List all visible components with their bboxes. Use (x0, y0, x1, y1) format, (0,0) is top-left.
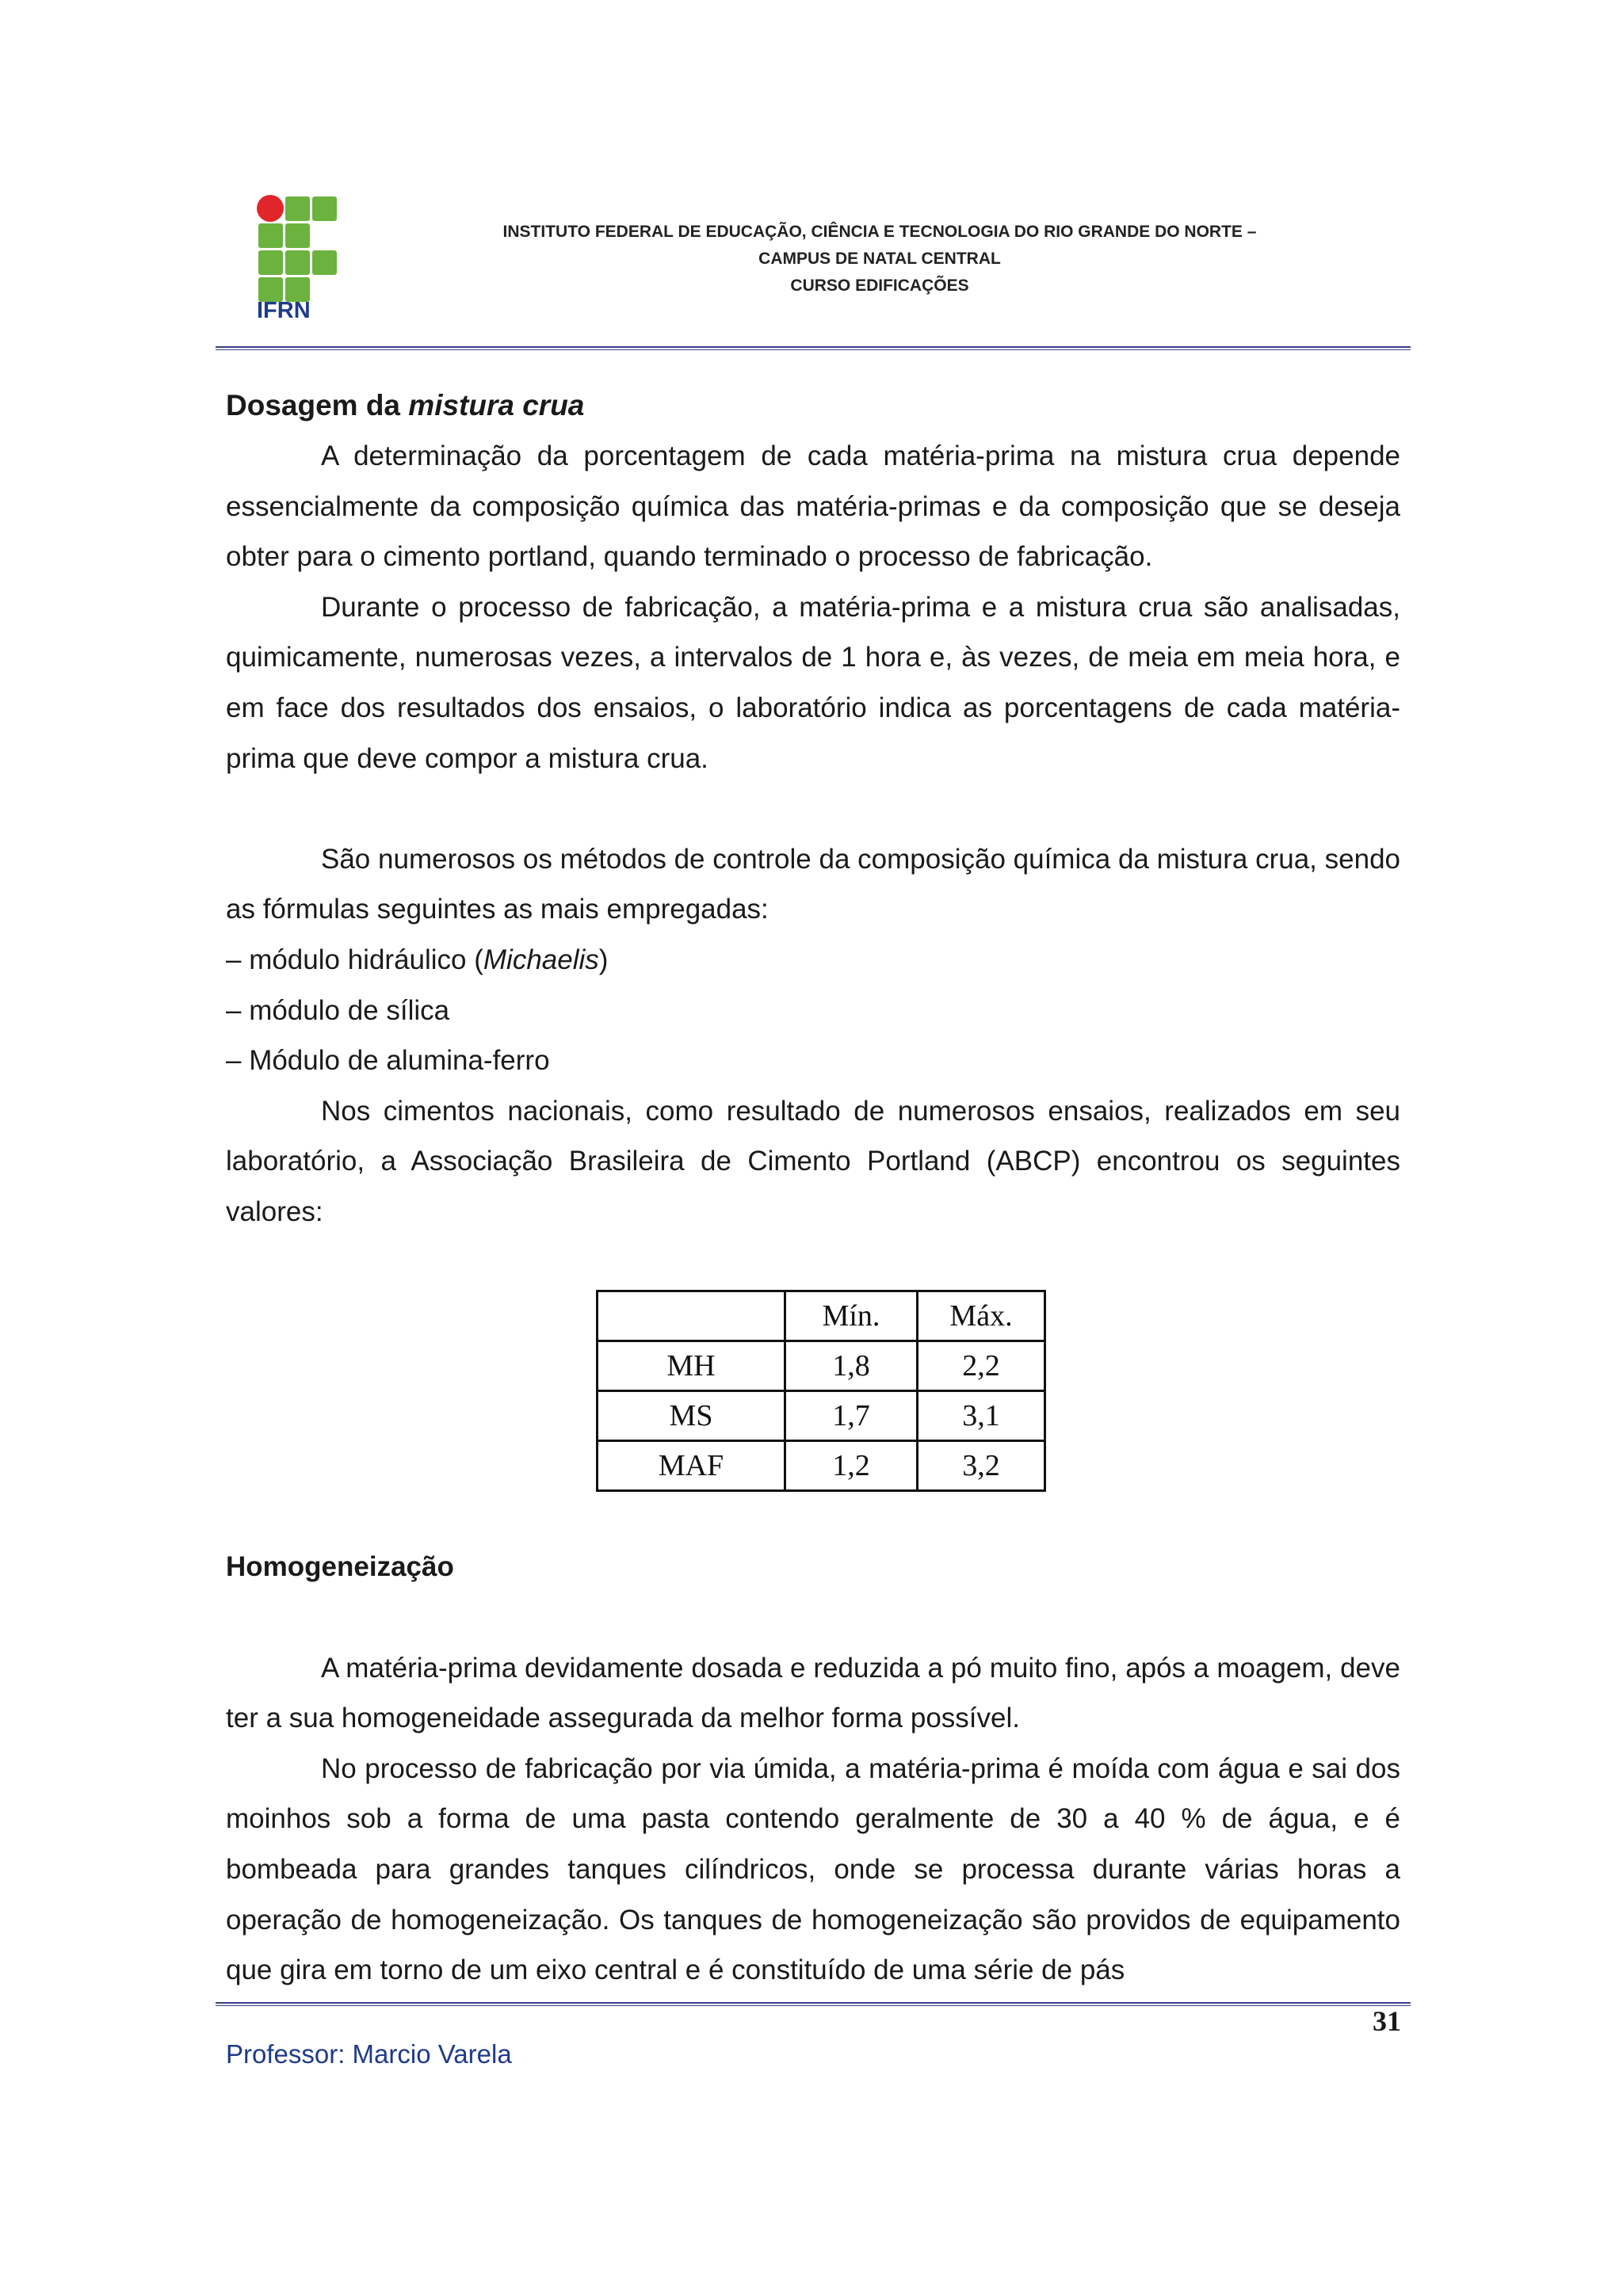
logo-red-dot-icon (257, 195, 284, 222)
ifrn-logo (255, 193, 341, 328)
body-content-homogeneizacao (226, 1542, 1400, 1996)
footer-divider (216, 2002, 1411, 2006)
list-item-text: ) (598, 944, 609, 975)
values-table (596, 1290, 1046, 1492)
logo-square-icon (285, 196, 310, 221)
table-row (598, 1441, 1045, 1491)
table-row (598, 1341, 1045, 1391)
logo-square-icon (285, 223, 310, 248)
list-item-italic: Michaelis (483, 944, 599, 975)
heading-italic-text: mistura crua (408, 389, 585, 421)
table-row (598, 1391, 1045, 1441)
course-line: CURSO EDIFICAÇÕES (790, 277, 969, 295)
modulus-table (596, 1290, 1046, 1492)
list-item-text: – módulo hidráulico ( (226, 944, 483, 975)
paragraph: Nos cimentos nacionais, como resultado de numerosos ensaios, realizados em seu laboratório, a Associação Brasileira de Cimento Portland (ABCP) encontrou os seguintes valores: (226, 1095, 1400, 1227)
table-cell: 3,1 (918, 1391, 1045, 1441)
table-header-cell (598, 1291, 785, 1341)
table-cell: 1,7 (785, 1391, 918, 1441)
spacer (226, 784, 1400, 834)
institution-header (412, 219, 1347, 299)
campus-line: CAMPUS DE NATAL CENTRAL (758, 250, 1001, 268)
page-number: 31 (1373, 2005, 1401, 2037)
paragraph: A matéria-prima devidamente dosada e reduzida a pó muito fino, após a moagem, deve ter a sua homogeneidade assegurada da melhor forma possível. (226, 1652, 1400, 1734)
table-header-cell: Máx. (918, 1291, 1045, 1341)
logo-square-icon (312, 196, 337, 221)
table-header-row (598, 1291, 1045, 1341)
list-item (226, 935, 1400, 986)
paragraph: No processo de fabricação por via úmida, a matéria-prima é moída com água e sai dos moinhos sob a forma de uma pasta contendo geralmente de 30 a 40 % de água, e é bombeada para grandes tanques cilíndricos, onde se processa durante várias horas a operação de homogeneização. Os tanques de homogeneização são providos de equipamento que gira em torno de um eixo central e é constituído de uma série de pás (226, 1753, 1400, 1986)
table-cell: MH (598, 1341, 785, 1391)
logo-square-icon (258, 250, 283, 275)
paragraph: A determinação da porcentagem de cada matéria-prima na mistura crua depende essencialmente da composição química das matéria-primas e da composição que se deseja obter para o cimento portland, quando terminado o processo de fabricação. (226, 441, 1400, 573)
table-cell: MAF (598, 1441, 785, 1491)
table-header-cell: Mín. (785, 1291, 918, 1341)
institution-line: INSTITUTO FEDERAL DE EDUCAÇÃO, CIÊNCIA E TECNOLOGIA DO RIO GRANDE DO NORTE – (502, 223, 1257, 241)
list-item: – Módulo de alumina-ferro (226, 1045, 550, 1077)
section-heading-homogeneizacao: Homogeneização (226, 1551, 454, 1582)
table-cell: MS (598, 1391, 785, 1441)
logo-text: IFRN (257, 298, 311, 323)
professor-name: Professor: Marcio Varela (226, 2039, 512, 2069)
heading-text: Dosagem da (226, 389, 409, 421)
table-cell: 2,2 (918, 1341, 1045, 1391)
header-divider (216, 346, 1411, 350)
logo-square-icon (312, 250, 337, 275)
list-item: – módulo de sílica (226, 994, 450, 1026)
section-heading-dosagem (226, 380, 1400, 431)
table-cell: 1,2 (785, 1441, 918, 1491)
table-cell: 1,8 (785, 1341, 918, 1391)
logo-square-icon (285, 250, 310, 275)
spacer (226, 1592, 1400, 1643)
paragraph: São numerosos os métodos de controle da composição química da mistura crua, sendo as fórmulas seguintes as mais empregadas: (226, 843, 1400, 925)
table-cell: 3,2 (918, 1441, 1045, 1491)
body-content (226, 380, 1400, 1238)
paragraph: Durante o processo de fabricação, a matéria-prima e a mistura crua são analisadas, quimicamente, numerosas vezes, a intervalos de 1 hora e, às vezes, de meia em meia hora, e em face dos resultados dos ensaios, o laboratório indica as porcentagens de cada matéria-prima que deve compor a mistura crua. (226, 591, 1400, 774)
logo-square-icon (258, 223, 283, 248)
